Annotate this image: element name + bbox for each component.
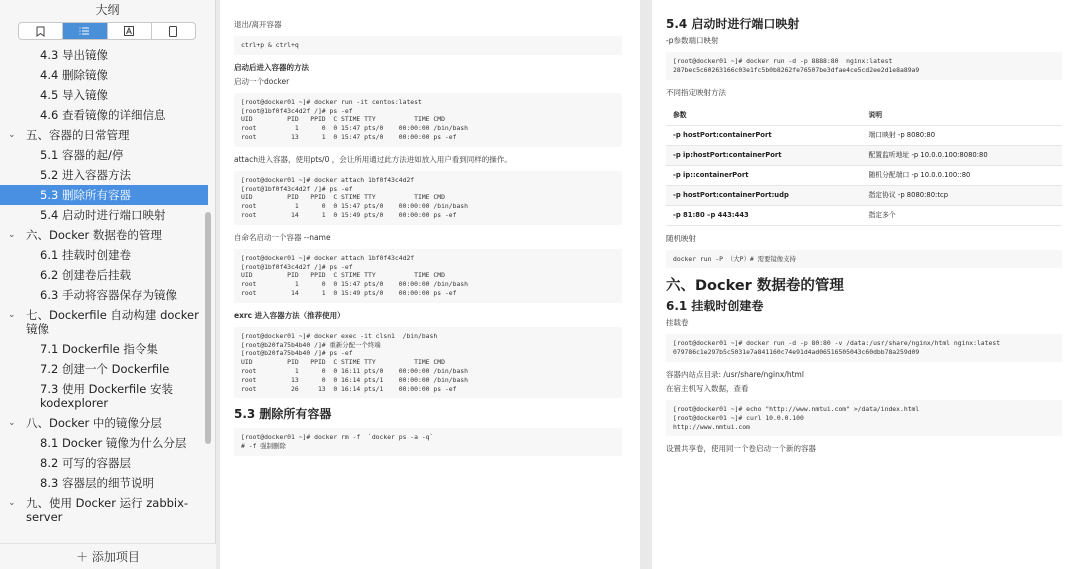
exit-container-text: 退出/离开容器 [234, 20, 282, 29]
sidebar-item-label: 九、使用 Docker 运行 zabbix-server [26, 496, 189, 524]
param-cell: -p hostPort:containerPort [666, 125, 862, 145]
sidebar-item-label: 6.3 手动将容器保存为镜像 [40, 288, 177, 302]
table-header: 参数 [666, 106, 862, 126]
exec-heading: exrc 进入容器方法（推荐使用） [234, 310, 345, 320]
sidebar-item-label: 4.6 查看镜像的详细信息 [40, 108, 166, 122]
sidebar-item-label: 5.1 容器的起/停 [40, 148, 124, 162]
outline-list [0, 45, 208, 527]
sidebar-item-label: 七、Dockerfile 自动构建 docker 镜像 [26, 308, 199, 336]
code-block-port: [root@docker01 ~]# docker run -d -p 8888:80 nginx:latest 287bec5c60263166c03e1fc5b0b8262fe76507be3dfae4ce5cd2ee2d1e8a89a9 [666, 52, 1062, 80]
table-header: 说明 [862, 106, 1062, 126]
code-block-attach: [root@docker01 ~]# docker attach 1bf0f43c4d2f [root@1bf0f43c4d2f /]# ps -ef UID PID PPID C STIME TTY TIME CMD root 1 0 0 15:47 pts/0 00:00:00 /bin/bash root 14 1 0 15:49 pts/0 00:00:00 ps -ef [234, 171, 622, 225]
sidebar-outline-item[interactable] [0, 305, 208, 339]
sidebar-item-label: 8.1 Docker 镜像为什么分层 [40, 436, 187, 450]
add-item-button[interactable]: ＋ 添加项目 [0, 543, 216, 569]
site-dir-text: 容器内站点目录: /usr/share/nginx/html [666, 369, 804, 379]
table-row [666, 185, 1062, 205]
sidebar-outline-item[interactable] [0, 125, 208, 145]
sidebar-item-label: 6.1 挂载时创建卷 [40, 248, 131, 262]
sidebar-outline-item[interactable] [0, 473, 208, 493]
outline-tab[interactable] [63, 23, 107, 39]
chevron-down-icon[interactable]: ⌄ [8, 498, 16, 508]
shared-volume-text: 设置共享卷，使用同一个卷启动一个新的容器 [666, 444, 816, 454]
enter-methods-heading: 启动后进入容器的方法 [234, 62, 309, 72]
sidebar-item-label: 4.5 导入镜像 [40, 88, 108, 102]
chevron-down-icon[interactable]: ⌄ [8, 310, 16, 320]
sidebar-scrollbar[interactable] [205, 212, 211, 444]
mount-volume-text: 挂载卷 [666, 318, 689, 328]
section-heading-5-3: 5.3 删除所有容器 [234, 407, 332, 422]
outline-list-icon [79, 26, 90, 36]
document-page-right [652, 0, 1080, 569]
table-row [666, 205, 1062, 225]
code-block-rm: [root@docker01 ~]# docker rm -f `docker ps -a -q` # -f 强制删除 [234, 428, 622, 456]
sidebar-outline-item[interactable] [0, 165, 208, 185]
sidebar-item-label: 8.2 可写的容器层 [40, 456, 131, 470]
write-data-text: 在宿主机写入数据，查看 [666, 383, 749, 393]
desc-cell: 随机分配端口 -p 10.0.0.100::80 [862, 165, 1062, 185]
outline-sidebar [0, 0, 216, 569]
table-row [666, 125, 1062, 145]
code-block-volume: [root@docker01 ~]# docker run -d -p 80:80 -v /data:/usr/share/nginx/html nginx:latest 079786c1e297b5c5031e7a841160c74e91d4ad06516505043c60dbb78a259d09 [666, 334, 1062, 362]
sidebar-outline-item[interactable] [0, 65, 208, 85]
sidebar-item-label: 7.3 使用 Dockerfile 安装 kodexplorer [40, 382, 174, 410]
sidebar-outline-item[interactable] [0, 433, 208, 453]
p-param-text: -p参数端口映射 [666, 36, 719, 45]
desc-cell: 指定多个 [862, 205, 1062, 225]
sidebar-item-label: 六、Docker 数据卷的管理 [26, 228, 162, 242]
mapping-methods-text: 不同指定映射方法 [666, 87, 726, 97]
sidebar-outline-item[interactable] [0, 265, 208, 285]
sidebar-item-label: 5.2 进入容器方法 [40, 168, 131, 182]
sidebar-outline-item[interactable] [0, 379, 208, 413]
text-a-icon [124, 26, 134, 36]
table-row [666, 165, 1062, 185]
sidebar-outline-item[interactable] [0, 225, 208, 245]
desc-cell: 指定协议 -p 8080:80:tcp [862, 185, 1062, 205]
sidebar-outline-item[interactable] [0, 245, 208, 265]
port-mapping-table [666, 106, 1062, 226]
sidebar-outline-item[interactable] [0, 105, 208, 125]
sidebar-item-label: 五、容器的日常管理 [26, 128, 130, 142]
sidebar-item-label: 7.1 Dockerfile 指令集 [40, 342, 158, 356]
param-cell: -p 81:80 –p 443:443 [666, 205, 862, 225]
sidebar-outline-item[interactable] [0, 413, 208, 433]
sidebar-outline-item[interactable] [0, 453, 208, 473]
sidebar-outline-item[interactable] [0, 85, 208, 105]
sidebar-tabs [18, 22, 196, 40]
desc-cell: 配置监听地址 -p 10.0.0.100:8080:80 [862, 145, 1062, 165]
attach-text: attach进入容器，使用pts/0 ，会让所用通过此方法进如放入用户看到同样的操作。 [234, 154, 512, 164]
sidebar-outline-item[interactable] [0, 145, 208, 165]
sidebar-outline-item[interactable] [0, 185, 208, 205]
sidebar-item-label: 5.4 启动时进行端口映射 [40, 208, 166, 222]
sidebar-outline-item[interactable] [0, 205, 208, 225]
sidebar-title: 大纲 [95, 3, 120, 17]
sidebar-outline-item[interactable] [0, 359, 208, 379]
param-cell: -p ip:hostPort:containerPort [666, 145, 862, 165]
sidebar-item-label: 4.3 导出镜像 [40, 48, 108, 62]
section-heading-6-1: 6.1 挂载时创建卷 [666, 299, 764, 314]
code-block-random: docker run -P （大P）# 需要镜像支持 [666, 250, 1062, 269]
page-icon [169, 26, 177, 37]
document-page-left [220, 0, 640, 569]
page-tab[interactable] [152, 23, 195, 39]
table-row [666, 145, 1062, 165]
sidebar-outline-item[interactable] [0, 45, 208, 65]
name-text: 自命名启动一个容器 --name [234, 232, 331, 242]
code-block-name: [root@docker01 ~]# docker attach 1bf0f43c4d2f [root@1bf0f43c4d2f /]# ps -ef UID PID PPID C STIME TTY TIME CMD root 1 0 0 15:47 pts/0 00:00:00 /bin/bash root 14 1 0 15:49 pts/0 00:00:00 ps -ef [234, 249, 622, 303]
sidebar-item-label: 4.4 删除镜像 [40, 68, 108, 82]
sidebar-item-label: 6.2 创建卷后挂载 [40, 268, 131, 282]
sidebar-item-label: 8.3 容器层的细节说明 [40, 476, 154, 490]
chevron-down-icon[interactable]: ⌄ [8, 130, 16, 140]
chapter-heading-6: 六、Docker 数据卷的管理 [666, 278, 844, 295]
annotation-tab[interactable] [108, 23, 152, 39]
random-mapping-text: 随机映射 [666, 233, 696, 243]
sidebar-item-label: 八、Docker 中的镜像分层 [26, 416, 162, 430]
code-block-curl: [root@docker01 ~]# echo "http://www.nmtui.com" >/data/index.html [root@docker01 ~]# curl 10.0.0.100 http://www.nmtui.com [666, 400, 1062, 436]
sidebar-outline-item[interactable] [0, 339, 208, 359]
param-cell: -p hostPort:containerPort:udp [666, 185, 862, 205]
chevron-down-icon[interactable]: ⌄ [8, 418, 16, 428]
sidebar-item-label: 7.2 创建一个 Dockerfile [40, 362, 170, 376]
bookmark-tab[interactable] [19, 23, 63, 39]
sidebar-item-label: 5.3 删除所有容器 [40, 188, 131, 202]
chevron-down-icon[interactable]: ⌄ [8, 230, 16, 240]
code-block-exec: [root@docker01 ~]# docker exec -it clsn1 /bin/bash [root@b20fa75b4b40 /]# 重新分配一个终端 [root@b20fa75b4b40 /]# ps -ef UID PID PPID C STIME TTY TIME CMD root 1 0 0 16:11 pts/0 00:00:00 /bin/bash root 13 0 0 16:14 pts/1 00:00:00 /bin/bash root 26 13 0 16:14 pts/1 00:00:00 ps -ef [234, 327, 622, 399]
start-docker-text: 启动一个docker [234, 76, 290, 86]
bookmark-icon [36, 26, 45, 37]
param-cell: -p ip::containerPort [666, 165, 862, 185]
code-block-run: [root@docker01 ~]# docker run -it centos:latest [root@1bf0f43c4d2f /]# ps -ef UID PID PPID C STIME TTY TIME CMD root 1 0 0 15:47 pts/0 00:00:00 /bin/bash root 13 1 0 15:47 pts/0 00:00:00 ps -ef [234, 93, 622, 147]
sidebar-outline-item[interactable] [0, 285, 208, 305]
sidebar-outline-item[interactable] [0, 493, 208, 527]
code-block-exit: ctrl+p & ctrl+q [234, 36, 622, 55]
section-heading-5-4: 5.4 启动时进行端口映射 [666, 17, 800, 31]
desc-cell: 端口映射 -p 8080:80 [862, 125, 1062, 145]
